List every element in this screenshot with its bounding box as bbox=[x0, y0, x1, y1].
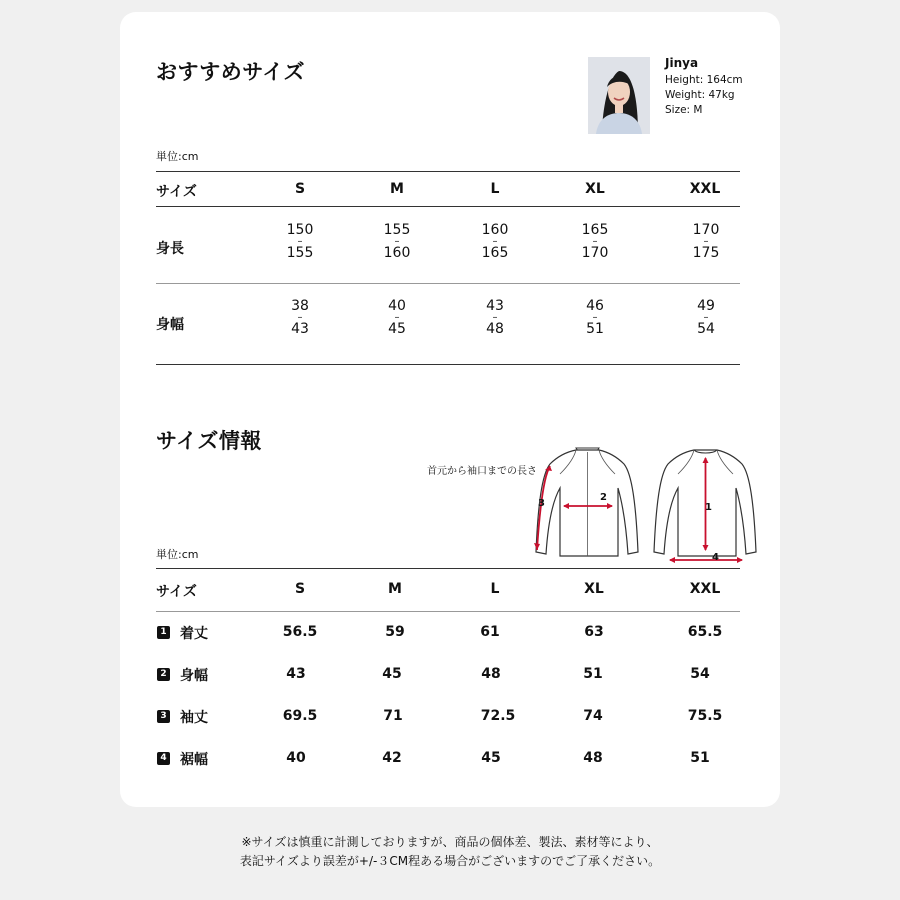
info-cell: 65.5 bbox=[687, 624, 723, 640]
recommend-title: おすすめサイズ bbox=[156, 60, 306, 84]
range-cell: 43 – 48 bbox=[486, 298, 504, 337]
diagram-caption: 首元から袖口までの長さ bbox=[427, 466, 537, 477]
info-cell: 74 bbox=[583, 708, 603, 724]
divider bbox=[156, 206, 740, 207]
range-cell: 155 – 160 bbox=[383, 222, 411, 261]
recommend-unit: 単位:cm bbox=[156, 150, 199, 163]
recommend-header-xxl: XXL bbox=[689, 181, 721, 197]
info-header-s: S bbox=[294, 581, 306, 597]
info-cell: 51 bbox=[690, 750, 710, 766]
model-size: Size: M bbox=[665, 104, 703, 116]
range-cell: 170 – 175 bbox=[692, 222, 720, 261]
size-card bbox=[120, 12, 780, 807]
info-cell: 43 bbox=[286, 666, 306, 682]
recommend-row-label-width: 身幅 bbox=[156, 317, 184, 333]
recommend-header-m: M bbox=[390, 181, 404, 197]
range-cell: 165 – 170 bbox=[581, 222, 609, 261]
info-cell: 45 bbox=[481, 750, 501, 766]
jacket-front-diagram bbox=[530, 444, 645, 564]
disclaimer-line-1: ※サイズは慎重に計測しておりますが、商品の個体差、製法、素材等により、 bbox=[241, 835, 659, 849]
divider bbox=[156, 364, 740, 365]
info-row-label: 裾幅 bbox=[180, 752, 208, 768]
diagram-number-4: 4 bbox=[712, 552, 719, 563]
info-cell: 48 bbox=[583, 750, 603, 766]
recommend-row-label-height: 身長 bbox=[156, 241, 184, 257]
info-header-xl: XL bbox=[584, 581, 604, 597]
disclaimer-line-2: 表記サイズより誤差が+/-３CM程ある場合がございますのでご了承ください。 bbox=[239, 854, 661, 868]
row-number-badge: 4 bbox=[157, 752, 170, 765]
info-cell: 72.5 bbox=[480, 708, 516, 724]
model-weight: Weight: 47kg bbox=[665, 89, 735, 101]
range-cell: 40 – 45 bbox=[388, 298, 406, 337]
info-cell: 42 bbox=[382, 750, 402, 766]
diagram-number-1: 1 bbox=[705, 502, 712, 513]
diagram-number-3: 3 bbox=[538, 498, 545, 509]
row-number-badge: 3 bbox=[157, 710, 170, 723]
info-cell: 75.5 bbox=[687, 708, 723, 724]
divider bbox=[156, 568, 740, 569]
range-cell: 160 – 165 bbox=[481, 222, 509, 261]
info-cell: 45 bbox=[382, 666, 402, 682]
recommend-header-l: L bbox=[490, 181, 500, 197]
info-header-xxl: XXL bbox=[689, 581, 721, 597]
model-photo bbox=[588, 57, 650, 134]
divider bbox=[156, 611, 740, 612]
info-cell: 51 bbox=[583, 666, 603, 682]
info-header-l: L bbox=[490, 581, 500, 597]
range-cell: 46 – 51 bbox=[586, 298, 604, 337]
info-cell: 63 bbox=[584, 624, 604, 640]
info-unit: 単位:cm bbox=[156, 548, 199, 561]
info-cell: 56.5 bbox=[282, 624, 318, 640]
disclaimer bbox=[0, 833, 900, 871]
range-cell: 49 – 54 bbox=[697, 298, 715, 337]
model-height: Height: 164cm bbox=[665, 74, 743, 86]
info-row-label: 身幅 bbox=[180, 668, 208, 684]
info-row-label: 袖丈 bbox=[180, 710, 208, 726]
info-cell: 69.5 bbox=[282, 708, 318, 724]
row-number-badge: 2 bbox=[157, 668, 170, 681]
recommend-header-xl: XL bbox=[585, 181, 605, 197]
model-name: Jinya bbox=[665, 56, 699, 70]
info-row-label: 着丈 bbox=[180, 626, 208, 642]
divider bbox=[156, 171, 740, 172]
diagram-number-2: 2 bbox=[600, 492, 607, 503]
model-portrait-image bbox=[588, 57, 650, 134]
info-header-m: M bbox=[388, 581, 402, 597]
info-cell: 48 bbox=[481, 666, 501, 682]
info-title: サイズ情報 bbox=[156, 429, 262, 453]
info-cell: 59 bbox=[385, 624, 405, 640]
recommend-header-size: サイズ bbox=[156, 184, 197, 200]
range-cell: 38 – 43 bbox=[291, 298, 309, 337]
row-number-badge: 1 bbox=[157, 626, 170, 639]
info-cell: 40 bbox=[286, 750, 306, 766]
range-cell: 150 – 155 bbox=[286, 222, 314, 261]
info-cell: 61 bbox=[480, 624, 500, 640]
info-header-size: サイズ bbox=[156, 584, 197, 600]
model-info bbox=[665, 56, 743, 118]
info-cell: 54 bbox=[690, 666, 710, 682]
divider bbox=[156, 283, 740, 284]
info-cell: 71 bbox=[383, 708, 403, 724]
recommend-header-s: S bbox=[294, 181, 306, 197]
